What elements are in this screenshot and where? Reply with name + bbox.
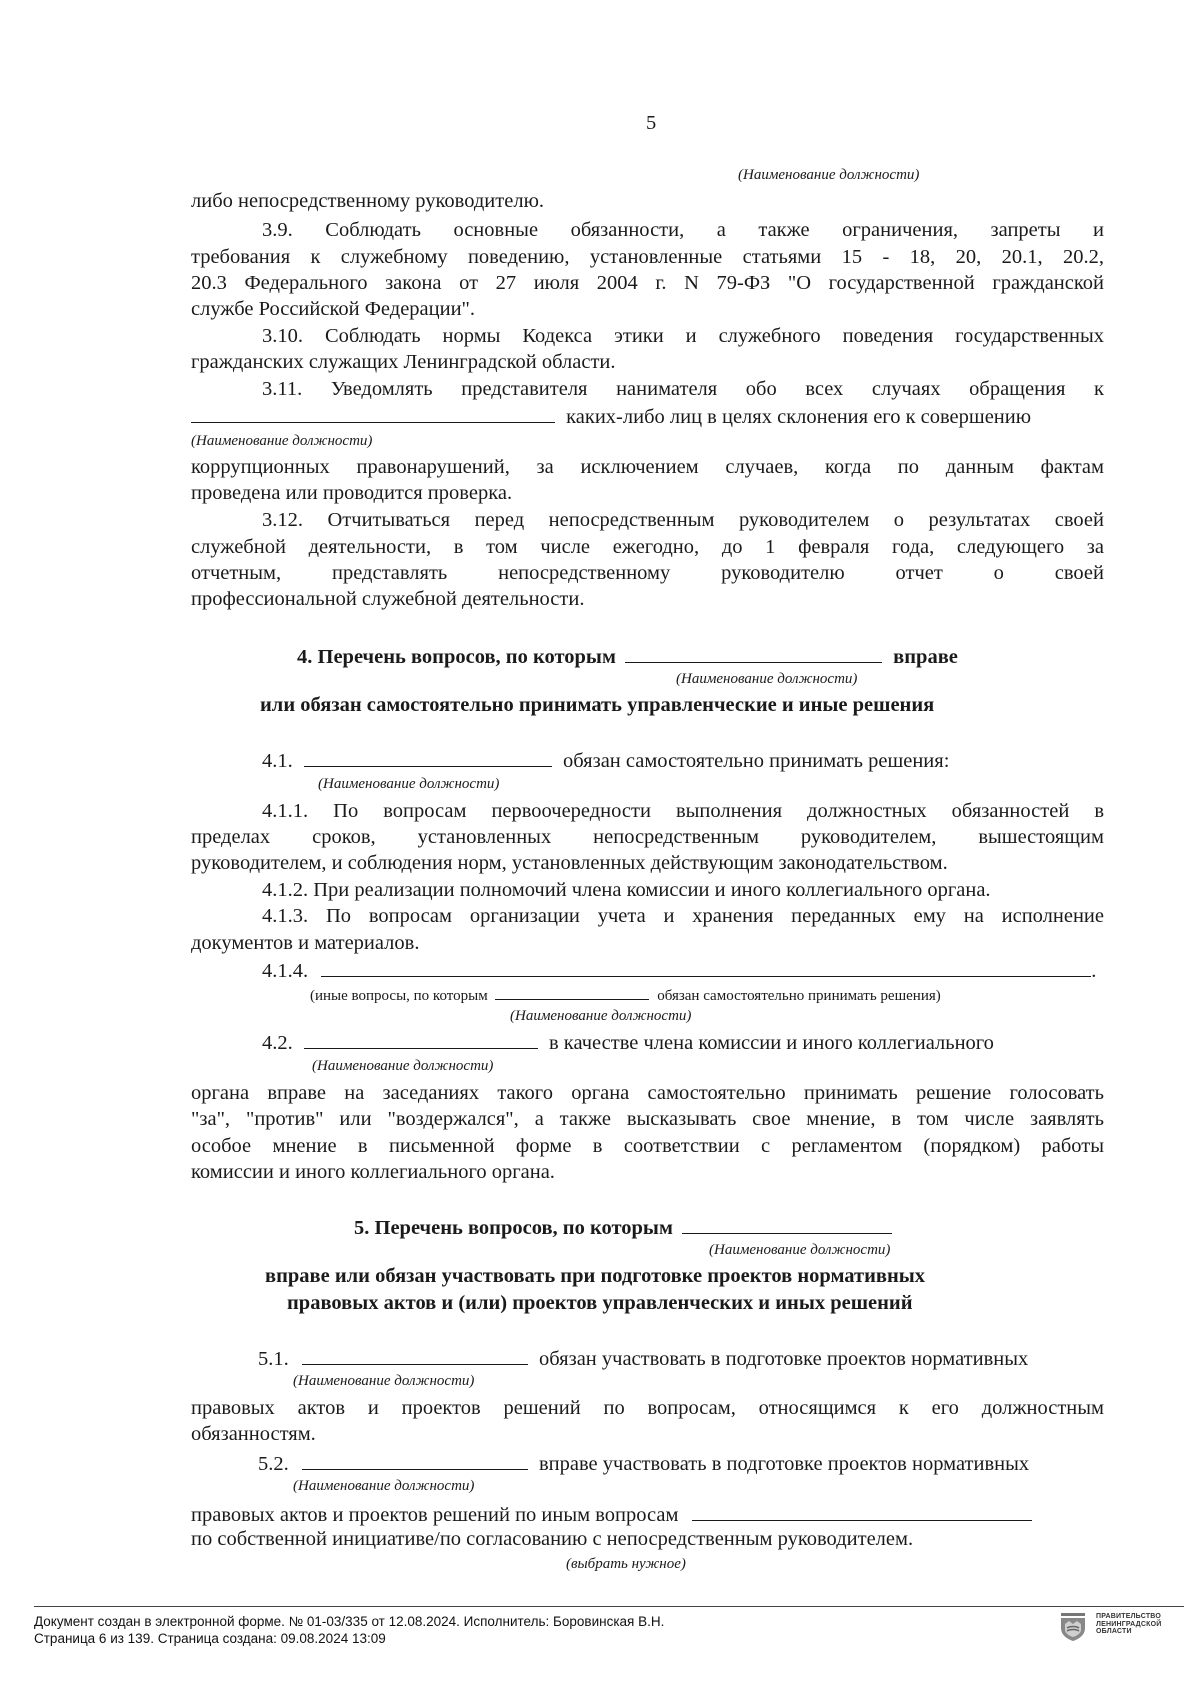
text-line: требования к служебному поведению, установленные статьями 15 - 18, 20, 20.1, 20.2, <box>191 246 1104 268</box>
other-questions-caption <box>310 986 941 1005</box>
position-blank[interactable] <box>302 1346 528 1365</box>
position-blank[interactable] <box>304 748 552 767</box>
position-caption: (Наименование должности) <box>318 776 500 792</box>
caption-text: обязан самостоятельно принимать решения) <box>657 988 941 1004</box>
position-blank[interactable] <box>302 1451 528 1470</box>
text-line: особое мнение в письменной форме в соответствии с регламентом (порядком) работы <box>191 1135 1104 1157</box>
text-line: гражданских служащих Ленинградской области. <box>191 351 616 373</box>
text-fragment: . <box>1091 960 1097 982</box>
text-line: пределах сроков, установленных непосредственным руководителем, вышестоящим <box>191 826 1104 848</box>
text-line: служебной деятельности, в том числе ежегодно, до 1 февраля года, следующего за <box>191 536 1104 558</box>
item-3-10: 3.10. Соблюдать нормы Кодекса этики и служебного поведения государственных <box>262 325 1104 347</box>
text-fragment: обязан самостоятельно принимать решения: <box>563 750 950 772</box>
item-4-1-1: 4.1.1. По вопросам первоочередности выполнения должностных обязанностей в <box>262 800 1104 822</box>
position-caption: (Наименование должности) <box>293 1373 475 1389</box>
text-fragment: в качестве члена комиссии и иного коллегиального <box>549 1032 994 1054</box>
text-line: профессиональной служебной деятельности. <box>191 588 585 610</box>
item-4-1 <box>262 748 949 773</box>
text-line: документов и материалов. <box>191 932 420 954</box>
position-caption: (Наименование должности) <box>191 433 373 449</box>
item-3-12: 3.12. Отчитываться перед непосредственным руководителем о результатах своей <box>262 509 1104 531</box>
item-4-1-3: 4.1.3. По вопросам организации учета и хранения переданных ему на исполнение <box>262 905 1104 927</box>
text-line: "за", "против" или "воздержался", а также высказывать свое мнение, в том числе заявлять <box>191 1108 1104 1130</box>
text-line <box>191 1502 1032 1527</box>
text-line: обязанностям. <box>191 1423 316 1445</box>
page-number: 5 <box>646 112 657 134</box>
text-line: органа вправе на заседаниях такого органа самостоятельно принимать решение голосовать <box>191 1082 1104 1104</box>
section-4-heading-line2: или обязан самостоятельно принимать управленческие и иные решения <box>260 694 935 716</box>
position-caption: (Наименование должности) <box>709 1242 891 1258</box>
position-blank[interactable] <box>304 1030 538 1049</box>
position-caption: (Наименование должности) <box>510 1008 692 1024</box>
other-questions-blank[interactable] <box>692 1502 1032 1521</box>
footer-document-info: Документ создан в электронной форме. № 01-03/335 от 12.08.2024. Исполнитель: Боровинская В.Н. <box>34 1614 665 1629</box>
text-line: службе Российской Федерации". <box>191 298 476 320</box>
item-number: 4.1.4. <box>262 960 309 982</box>
section-4-heading <box>297 644 958 669</box>
item-number: 5.2. <box>258 1453 289 1475</box>
position-blank[interactable] <box>495 986 649 1000</box>
text-line <box>191 404 1031 429</box>
text-line: правовых актов и проектов решений по вопросам, относящимся к его должностным <box>191 1397 1104 1419</box>
item-4-1-2: 4.1.2. При реализации полномочий члена комиссии и иного коллегиального органа. <box>262 879 991 901</box>
heading-text: 5. Перечень вопросов, по которым <box>354 1217 673 1239</box>
footer-divider <box>34 1606 1184 1607</box>
gov-logo-text: ПРАВИТЕЛЬСТВО ЛЕНИНГРАДСКОЙ ОБЛАСТИ <box>1096 1613 1162 1635</box>
item-4-1-4 <box>262 958 1096 983</box>
text-fragment: обязан участвовать в подготовке проектов нормативных <box>539 1348 1029 1370</box>
text-fragment: правовых актов и проектов решений по иным вопросам <box>191 1504 679 1526</box>
text-line: проведена или проводится проверка. <box>191 482 513 504</box>
text-line: по собственной инициативе/по согласованию с непосредственным руководителем. <box>191 1528 914 1550</box>
section-5-heading-line2: вправе или обязан участвовать при подготовке проектов нормативных <box>265 1265 926 1287</box>
caption-text: (иные вопросы, по которым <box>310 988 488 1004</box>
item-5-2 <box>258 1451 1029 1476</box>
position-caption: (Наименование должности) <box>293 1478 475 1494</box>
heading-text: 4. Перечень вопросов, по которым <box>297 646 616 668</box>
position-blank[interactable] <box>625 644 882 663</box>
position-blank[interactable] <box>682 1215 892 1234</box>
gov-logo-icon <box>1060 1612 1086 1642</box>
item-3-11: 3.11. Уведомлять представителя нанимателя обо всех случаях обращения к <box>262 378 1104 400</box>
item-number: 4.1. <box>262 750 293 772</box>
text-line: либо непосредственному руководителю. <box>191 190 545 212</box>
heading-text: вправе <box>893 646 958 668</box>
item-3-9: 3.9. Соблюдать основные обязанности, а также ограничения, запреты и <box>262 219 1104 241</box>
position-caption: (Наименование должности) <box>312 1058 494 1074</box>
text-line: 20.3 Федерального закона от 27 июля 2004 г. N 79-ФЗ "О государственной гражданской <box>191 272 1104 294</box>
item-number: 4.2. <box>262 1032 293 1054</box>
section-5-heading <box>354 1215 892 1240</box>
other-questions-blank[interactable] <box>321 958 1091 977</box>
text-fragment: каких-либо лиц в целях склонения его к совершению <box>566 406 1032 428</box>
text-line: комиссии и иного коллегиального органа. <box>191 1161 555 1183</box>
footer-page-info: Страница 6 из 139. Страница создана: 09.08.2024 13:09 <box>34 1631 386 1646</box>
item-number: 5.1. <box>258 1348 289 1370</box>
item-4-2 <box>262 1030 994 1055</box>
position-caption: (Наименование должности) <box>676 671 858 687</box>
position-blank[interactable] <box>191 404 555 423</box>
text-fragment: вправе участвовать в подготовке проектов нормативных <box>539 1453 1030 1475</box>
choose-caption: (выбрать нужное) <box>566 1556 686 1572</box>
text-line: отчетным, представлять непосредственному руководителю отчет о своей <box>191 562 1104 584</box>
text-line: коррупционных правонарушений, за исключением случаев, когда по данным фактам <box>191 456 1104 478</box>
text-line: руководителем, и соблюдения норм, установленных действующим законодательством. <box>191 852 948 874</box>
section-5-heading-line3: правовых актов и (или) проектов управленческих и иных решений <box>287 1292 913 1314</box>
item-5-1 <box>258 1346 1028 1371</box>
position-caption-top: (Наименование должности) <box>738 167 920 183</box>
